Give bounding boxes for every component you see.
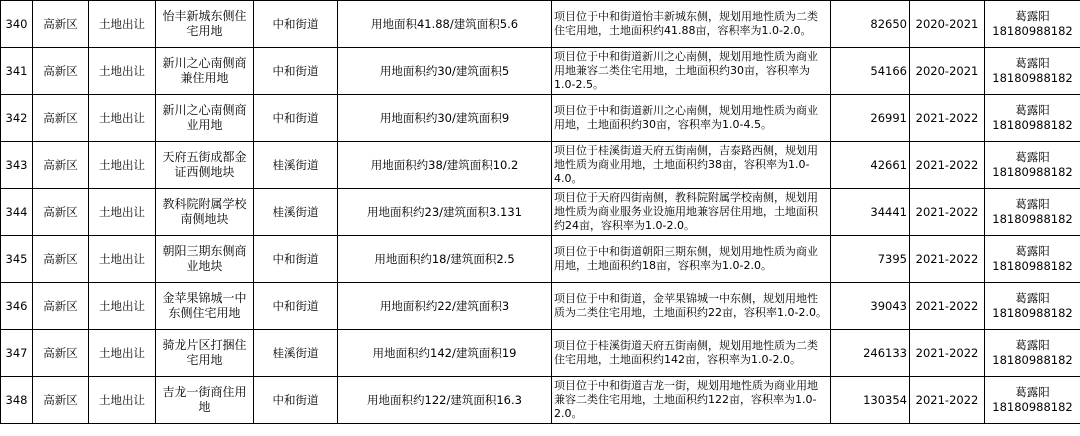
table-row — [1, 48, 1080, 95]
district-cell: 高新区 — [33, 236, 89, 283]
row-number: 341 — [1, 48, 33, 95]
table-row — [1, 283, 1080, 330]
method-cell: 土地出让 — [89, 377, 156, 424]
project-name-cell: 新川之心南侧商兼住用地 — [156, 48, 254, 95]
contact-name: 葛露阳 — [1015, 385, 1050, 399]
period-cell: 2020-2021 — [910, 48, 985, 95]
contact-phone: 18180988182 — [992, 71, 1073, 85]
contact-cell — [985, 95, 1080, 142]
investment-cell: 82650 — [831, 1, 910, 48]
scale-cell: 用地面积约18/建筑面积2.5 — [338, 236, 552, 283]
district-cell: 高新区 — [33, 283, 89, 330]
district-cell: 高新区 — [33, 142, 89, 189]
street-cell: 中和街道 — [254, 236, 338, 283]
contact-name: 葛露阳 — [1015, 150, 1050, 164]
method-cell: 土地出让 — [89, 189, 156, 236]
method-cell: 土地出让 — [89, 330, 156, 377]
investment-cell: 130354 — [831, 377, 910, 424]
description-cell: 项目位于中和街道吉龙一街，规划用地性质为商业用地兼容二类住宅用地，土地面积约122亩，容积率为1.0-2.0。 — [552, 377, 831, 424]
contact-cell — [985, 1, 1080, 48]
investment-cell: 39043 — [831, 283, 910, 330]
contact-name: 葛露阳 — [1015, 244, 1050, 258]
table-row — [1, 189, 1080, 236]
period-cell: 2021-2022 — [910, 189, 985, 236]
district-cell: 高新区 — [33, 189, 89, 236]
project-name-cell: 怡丰新城东侧住宅用地 — [156, 1, 254, 48]
scale-cell: 用地面积约38/建筑面积10.2 — [338, 142, 552, 189]
investment-cell: 42661 — [831, 142, 910, 189]
period-cell: 2021-2022 — [910, 236, 985, 283]
contact-phone: 18180988182 — [992, 24, 1073, 38]
row-number: 342 — [1, 95, 33, 142]
street-cell: 桂溪街道 — [254, 142, 338, 189]
method-cell: 土地出让 — [89, 283, 156, 330]
method-cell: 土地出让 — [89, 236, 156, 283]
row-number: 344 — [1, 189, 33, 236]
contact-cell — [985, 236, 1080, 283]
contact-phone: 18180988182 — [992, 118, 1073, 132]
street-cell: 中和街道 — [254, 377, 338, 424]
period-cell: 2021-2022 — [910, 142, 985, 189]
street-cell: 桂溪街道 — [254, 330, 338, 377]
contact-phone: 18180988182 — [992, 259, 1073, 273]
scale-cell: 用地面积约30/建筑面积5 — [338, 48, 552, 95]
district-cell: 高新区 — [33, 330, 89, 377]
contact-name: 葛露阳 — [1015, 103, 1050, 117]
project-name-cell: 新川之心南侧商业用地 — [156, 95, 254, 142]
table-row — [1, 377, 1080, 424]
contact-cell — [985, 283, 1080, 330]
period-cell: 2021-2022 — [910, 330, 985, 377]
district-cell: 高新区 — [33, 377, 89, 424]
project-name-cell: 教科院附属学校南侧地块 — [156, 189, 254, 236]
contact-name: 葛露阳 — [1015, 9, 1050, 23]
row-number: 343 — [1, 142, 33, 189]
table-row — [1, 1, 1080, 48]
row-number: 340 — [1, 1, 33, 48]
investment-cell: 246133 — [831, 330, 910, 377]
project-name-cell: 金苹果锦城一中东侧住宅用地 — [156, 283, 254, 330]
contact-cell — [985, 189, 1080, 236]
street-cell: 中和街道 — [254, 95, 338, 142]
street-cell: 中和街道 — [254, 1, 338, 48]
scale-cell: 用地面积约142/建筑面积19 — [338, 330, 552, 377]
description-cell: 项目位于桂溪街道天府五街南侧，规划用地性质为二类住宅用地，土地面积约142亩，容积率为1.0-2.0。 — [552, 330, 831, 377]
project-name-cell: 天府五街成都金证西侧地块 — [156, 142, 254, 189]
description-cell: 项目位于中和街道，金苹果锦城一中东侧，规划用地性质为二类住宅用地，土地面积约22亩，容积率1.0-2.0。 — [552, 283, 831, 330]
contact-name: 葛露阳 — [1015, 197, 1050, 211]
contact-phone: 18180988182 — [992, 306, 1073, 320]
contact-cell — [985, 330, 1080, 377]
scale-cell: 用地面积约30/建筑面积9 — [338, 95, 552, 142]
period-cell: 2021-2022 — [910, 95, 985, 142]
scale-cell: 用地面积约22/建筑面积3 — [338, 283, 552, 330]
contact-name: 葛露阳 — [1015, 56, 1050, 70]
table-row — [1, 95, 1080, 142]
scale-cell: 用地面积约122/建筑面积16.3 — [338, 377, 552, 424]
contact-name: 葛露阳 — [1015, 291, 1050, 305]
contact-phone: 18180988182 — [992, 400, 1073, 414]
period-cell: 2021-2022 — [910, 283, 985, 330]
district-cell: 高新区 — [33, 95, 89, 142]
investment-cell: 34441 — [831, 189, 910, 236]
table-row — [1, 236, 1080, 283]
contact-cell — [985, 377, 1080, 424]
table-row — [1, 330, 1080, 377]
project-name-cell: 骑龙片区打捆住宅用地 — [156, 330, 254, 377]
row-number: 347 — [1, 330, 33, 377]
description-cell: 项目位于天府四街南侧，教科院附属学校南侧，规划用地性质为商业服务业设施用地兼容居住用地，土地面积约24亩，容积率为1.0-2.0。 — [552, 189, 831, 236]
method-cell: 土地出让 — [89, 1, 156, 48]
district-cell: 高新区 — [33, 1, 89, 48]
street-cell: 中和街道 — [254, 283, 338, 330]
row-number: 345 — [1, 236, 33, 283]
contact-phone: 18180988182 — [992, 212, 1073, 226]
contact-phone: 18180988182 — [992, 353, 1073, 367]
project-name-cell: 朝阳三期东侧商业地块 — [156, 236, 254, 283]
contact-phone: 18180988182 — [992, 165, 1073, 179]
street-cell: 中和街道 — [254, 48, 338, 95]
description-cell: 项目位于中和街道新川之心南侧，规划用地性质为商业用地兼容二类住宅用地，土地面积约30亩，容积率为1.0-2.5。 — [552, 48, 831, 95]
table-row — [1, 142, 1080, 189]
scale-cell: 用地面积约23/建筑面积3.131 — [338, 189, 552, 236]
investment-cell: 7395 — [831, 236, 910, 283]
description-cell: 项目位于桂溪街道天府五街南侧，吉泰路西侧，规划用地性质为商业用地，土地面积约38亩，容积率为1.0-4.0。 — [552, 142, 831, 189]
description-cell: 项目位于中和街道朝阳三期东侧，规划用地性质为商业用地，土地面积约18亩，容积率为1.0-2.0。 — [552, 236, 831, 283]
period-cell: 2020-2021 — [910, 1, 985, 48]
investment-cell: 54166 — [831, 48, 910, 95]
period-cell: 2021-2022 — [910, 377, 985, 424]
project-name-cell: 吉龙一街商住用地 — [156, 377, 254, 424]
description-cell: 项目位于中和街道怡丰新城东侧，规划用地性质为二类住宅用地，土地面积约41.88亩，容积率为1.0-2.0。 — [552, 1, 831, 48]
contact-cell — [985, 142, 1080, 189]
district-cell: 高新区 — [33, 48, 89, 95]
method-cell: 土地出让 — [89, 95, 156, 142]
scale-cell: 用地面积41.88/建筑面积5.6 — [338, 1, 552, 48]
street-cell: 桂溪街道 — [254, 189, 338, 236]
investment-cell: 26991 — [831, 95, 910, 142]
contact-name: 葛露阳 — [1015, 338, 1050, 352]
row-number: 346 — [1, 283, 33, 330]
description-cell: 项目位于中和街道新川之心南侧，规划用地性质为商业用地，土地面积约30亩，容积率为1.0-4.5。 — [552, 95, 831, 142]
method-cell: 土地出让 — [89, 142, 156, 189]
contact-cell — [985, 48, 1080, 95]
row-number: 348 — [1, 377, 33, 424]
method-cell: 土地出让 — [89, 48, 156, 95]
